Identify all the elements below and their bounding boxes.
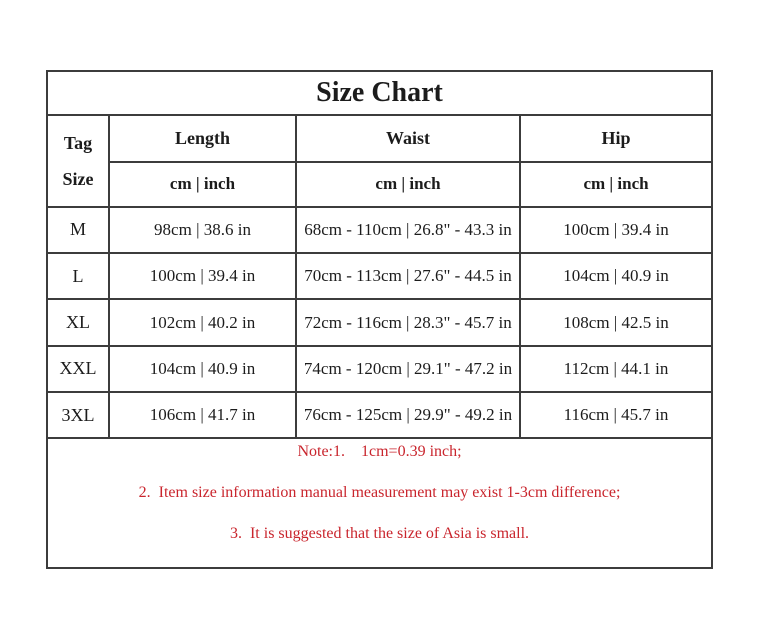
cell-hip: 100cm | 39.4 in xyxy=(520,207,712,253)
size-row-3xl xyxy=(47,392,712,438)
header-row-units xyxy=(47,162,712,207)
size-row-xxl xyxy=(47,346,712,392)
size-label: Size xyxy=(62,169,94,190)
size-chart-table xyxy=(46,70,713,569)
cell-hip: 112cm | 44.1 in xyxy=(520,346,712,392)
chart-title: Size Chart xyxy=(47,71,712,115)
tag-label: Tag xyxy=(63,133,93,154)
cell-tag: XXL xyxy=(47,346,109,392)
header-hip: Hip xyxy=(520,115,712,161)
header-length: Length xyxy=(109,115,296,161)
cell-waist: 72cm - 116cm | 28.3" - 45.7 in xyxy=(296,299,520,345)
cell-tag: 3XL xyxy=(47,392,109,438)
cell-hip: 108cm | 42.5 in xyxy=(520,299,712,345)
notes-cell xyxy=(47,438,712,568)
cell-length: 102cm | 40.2 in xyxy=(109,299,296,345)
note-line-3: 3. It is suggested that the size of Asia is small. xyxy=(229,524,530,542)
cell-tag: L xyxy=(47,253,109,299)
cell-length: 104cm | 40.9 in xyxy=(109,346,296,392)
cell-waist: 76cm - 125cm | 29.9" - 49.2 in xyxy=(296,392,520,438)
title-row xyxy=(47,71,712,115)
tag-size-header xyxy=(47,115,109,207)
cell-waist: 70cm - 113cm | 27.6" - 44.5 in xyxy=(296,253,520,299)
cell-waist: 74cm - 120cm | 29.1" - 47.2 in xyxy=(296,346,520,392)
header-row-measures xyxy=(47,115,712,161)
unit-hip: cm | inch xyxy=(520,162,712,207)
cell-length: 98cm | 38.6 in xyxy=(109,207,296,253)
header-waist: Waist xyxy=(296,115,520,161)
cell-tag: XL xyxy=(47,299,109,345)
size-row-m xyxy=(47,207,712,253)
size-row-l xyxy=(47,253,712,299)
cell-waist: 68cm - 110cm | 26.8" - 43.3 in xyxy=(296,207,520,253)
cell-hip: 104cm | 40.9 in xyxy=(520,253,712,299)
note-line-1: Note:1. 1cm=0.39 inch; xyxy=(297,442,462,460)
unit-waist: cm | inch xyxy=(296,162,520,207)
cell-tag: M xyxy=(47,207,109,253)
unit-length: cm | inch xyxy=(109,162,296,207)
cell-length: 106cm | 41.7 in xyxy=(109,392,296,438)
notes-row xyxy=(47,438,712,568)
cell-hip: 116cm | 45.7 in xyxy=(520,392,712,438)
cell-length: 100cm | 39.4 in xyxy=(109,253,296,299)
size-row-xl xyxy=(47,299,712,345)
note-line-2: 2. Item size information manual measurement may exist 1-3cm difference; xyxy=(138,483,621,501)
